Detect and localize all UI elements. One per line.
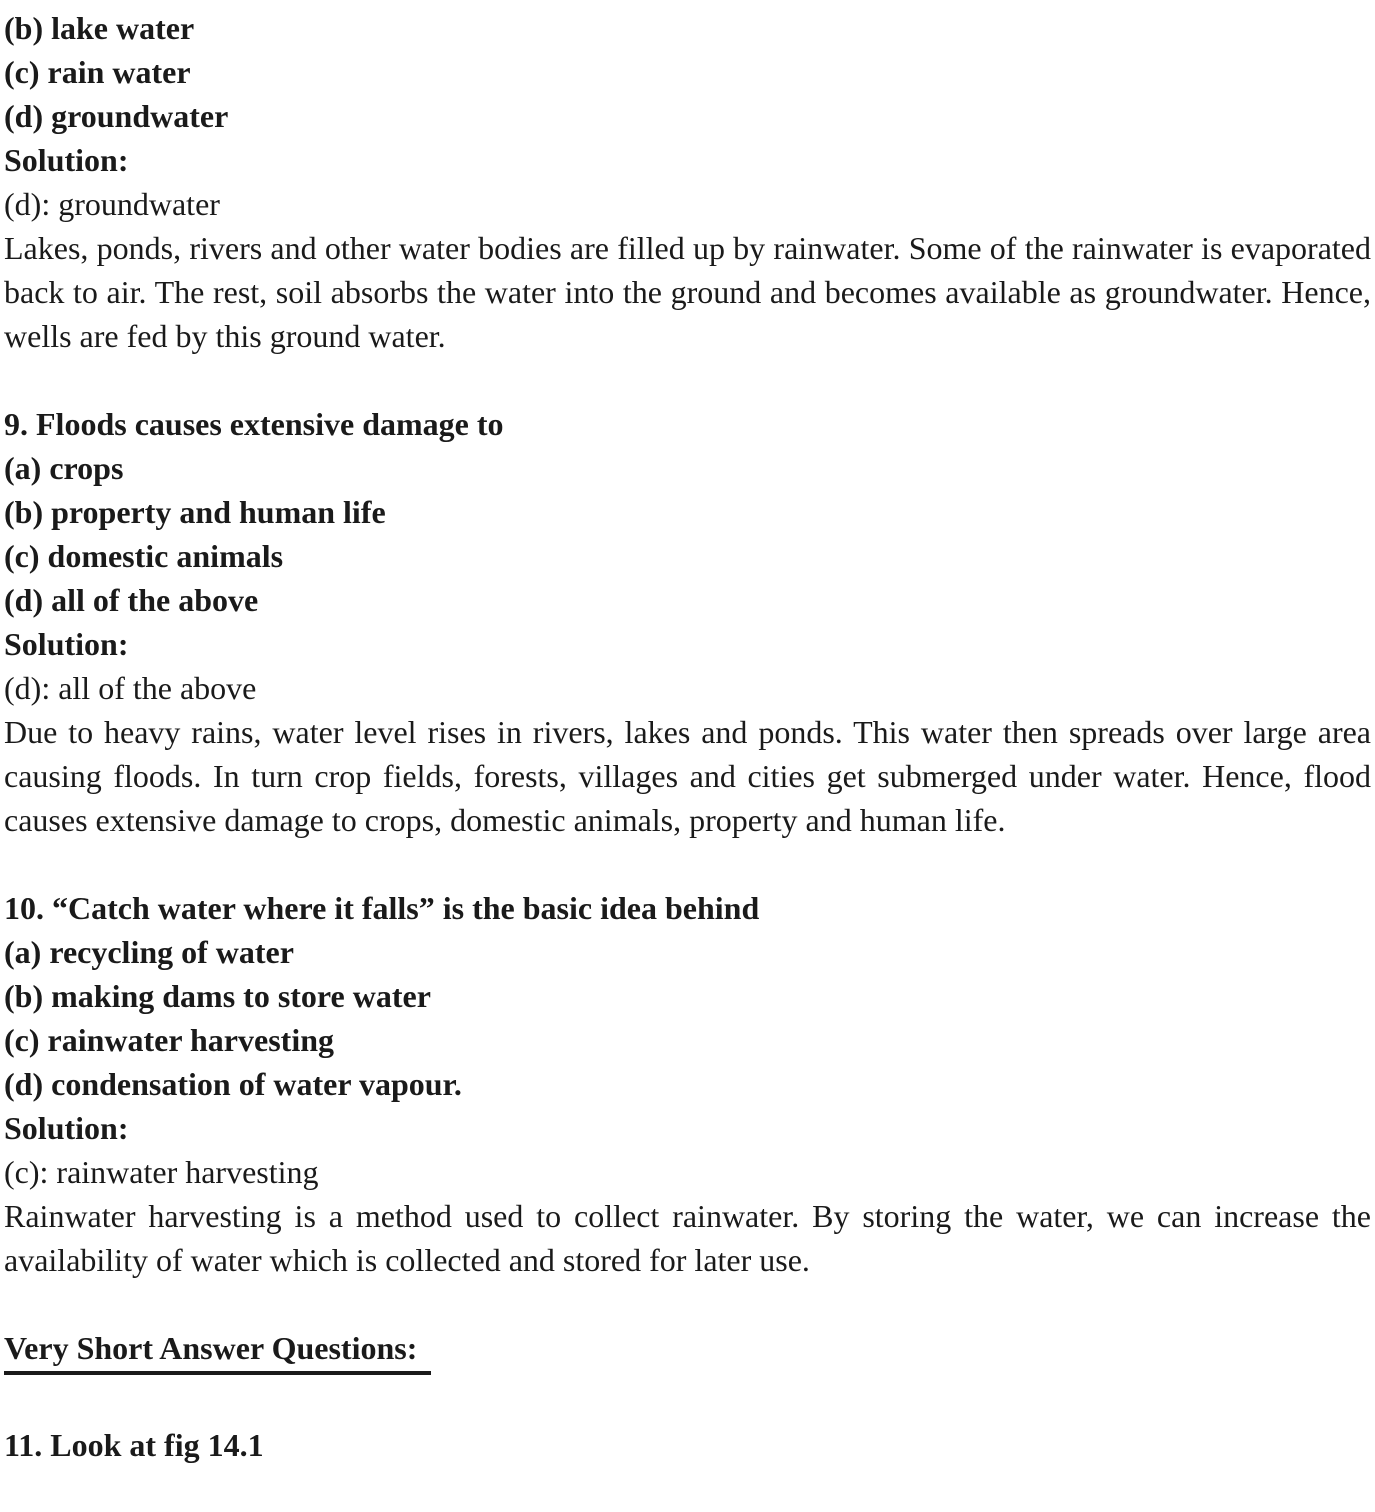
blank-line bbox=[4, 842, 1371, 886]
q10-option-a: (a) recycling of water bbox=[4, 934, 294, 970]
q10-option-b: (b) making dams to store water bbox=[4, 978, 431, 1014]
q9-option-b: (b) property and human life bbox=[4, 494, 386, 530]
q8-option-b: (b) lake water bbox=[4, 10, 195, 46]
q9-option-a: (a) crops bbox=[4, 450, 124, 486]
q9-solution-label: Solution: bbox=[4, 626, 129, 662]
q9-option-c: (c) domestic animals bbox=[4, 538, 284, 574]
very-short-answer-questions-heading: Very Short Answer Questions: bbox=[4, 1326, 431, 1375]
q8-solution-label: Solution: bbox=[4, 142, 129, 178]
q8-answer: (d): groundwater bbox=[4, 186, 220, 222]
q9-question: 9. Floods causes extensive damage to bbox=[4, 406, 504, 442]
q10-answer: (c): rainwater harvesting bbox=[4, 1154, 319, 1190]
q9-answer: (d): all of the above bbox=[4, 670, 257, 706]
blank-line bbox=[4, 1282, 1371, 1326]
q10-question: 10. “Catch water where it falls” is the basic idea behind bbox=[4, 890, 760, 926]
q9-option-d: (d) all of the above bbox=[4, 582, 259, 618]
q10-solution-label: Solution: bbox=[4, 1110, 129, 1146]
q8-option-c: (c) rain water bbox=[4, 54, 191, 90]
q10-option-d: (d) condensation of water vapour. bbox=[4, 1066, 462, 1102]
q8-option-d: (d) groundwater bbox=[4, 98, 229, 134]
section-heading-row bbox=[4, 1326, 1371, 1375]
q8-explanation: Lakes, ponds, rivers and other water bodies are filled up by rainwater. Some of the rainwater is evaporated back to air. The rest, soil absorbs the water into the ground and becomes available as groundwater. Hence, wells are fed by this ground water. bbox=[4, 230, 1371, 354]
blank-line bbox=[4, 1375, 1371, 1423]
q10-option-c: (c) rainwater harvesting bbox=[4, 1022, 334, 1058]
q10-explanation: Rainwater harvesting is a method used to collect rainwater. By storing the water, we can increase the availability of water which is collected and stored for later use. bbox=[4, 1198, 1371, 1278]
q9-explanation: Due to heavy rains, water level rises in rivers, lakes and ponds. This water then spreads over large area causing floods. In turn crop fields, forests, villages and cities get submerged under water. Hence, flood causes extensive damage to crops, domestic animals, property and human life. bbox=[4, 714, 1371, 838]
q11-question: 11. Look at fig 14.1 bbox=[4, 1427, 264, 1463]
blank-line bbox=[4, 358, 1371, 402]
